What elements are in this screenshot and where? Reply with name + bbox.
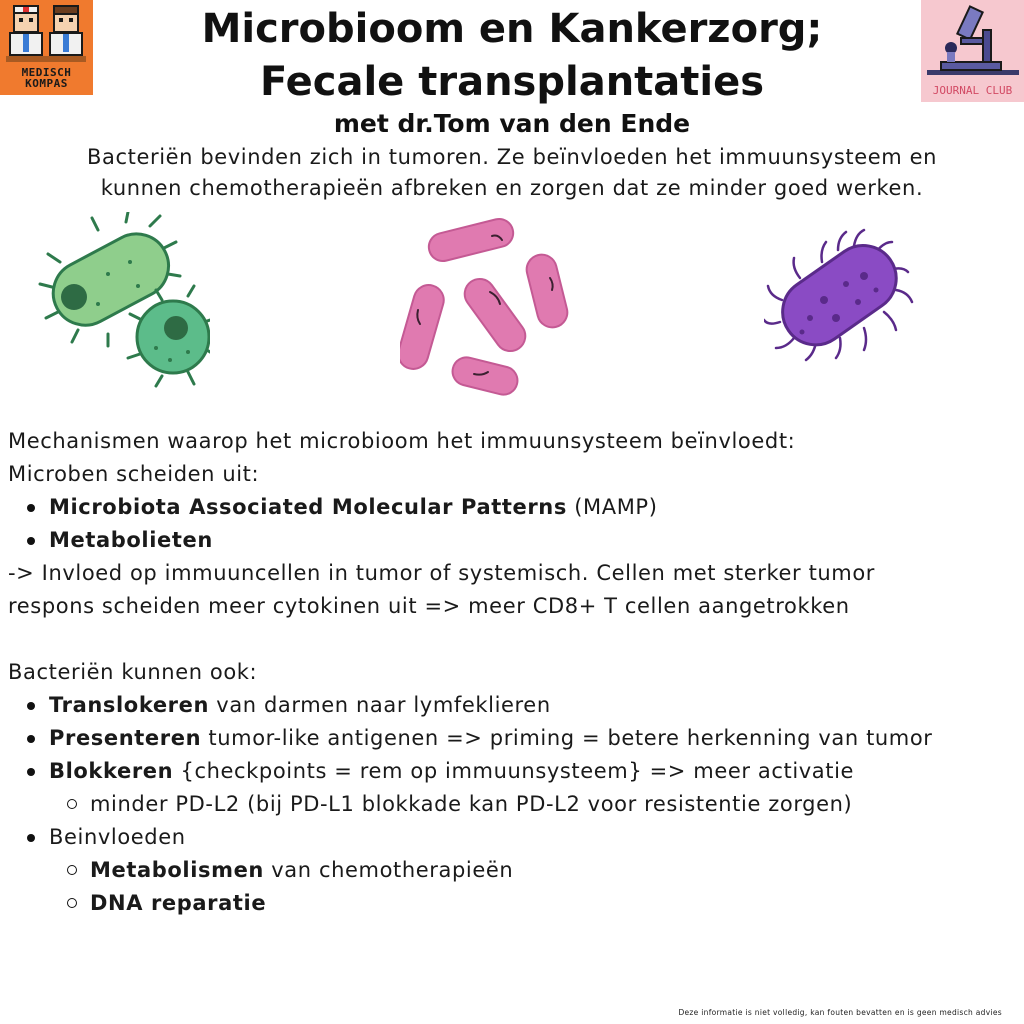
list-item: Blokkeren {checkpoints = rem op immuunsysteem} => meer activatie minder PD-L2 (bij PD-L1 blokkade kan PD-L2 voor resistentie zorgen)	[8, 755, 1014, 821]
page-title-line-2: Fecale transplantaties	[259, 59, 765, 105]
beinvloeden-sublist	[49, 854, 1014, 920]
doctors-icon	[0, 0, 93, 70]
effect-text-line-1: -> Invloed op immuuncellen in tumor of systemisch. Cellen met sterker tumor	[8, 561, 876, 585]
list-item: Metabolismen van chemotherapieën	[49, 854, 1014, 887]
journal-club-logo	[921, 0, 1024, 102]
page-subtitle: met dr.Tom van den Ende	[333, 109, 691, 138]
mechanisms-list	[8, 491, 1014, 557]
intro-text: Bacteriën bevinden zich in tumoren. Ze beïnvloeden het immuunsysteem en kunnen chemotherapieën afbreken en zorgen dat ze minder goed werken.	[86, 145, 937, 200]
blokkeren-sublist	[49, 788, 1014, 821]
effect-text-line-2: respons scheiden meer cytokinen uit => meer CD8+ T cellen aangetrokken	[8, 594, 850, 618]
mechanisms-heading: Mechanismen waarop het microbioom het immuunsysteem beïnvloedt:	[8, 429, 796, 453]
journal-club-logo-text: JOURNAL CLUB	[932, 84, 1013, 97]
medisch-kompas-logo	[0, 0, 93, 95]
green-bacteria-illustration	[38, 212, 210, 390]
page-title-line-1: Microbioom en Kankerzorg;	[201, 6, 823, 52]
medisch-kompas-logo-text: MEDISCH KOMPAS	[21, 66, 72, 90]
list-item: Presenteren tumor-like antigenen => priming = betere herkenning van tumor	[8, 722, 1014, 755]
list-item: Beinvloeden Metabolismen van chemotherapieën DNA reparatie	[8, 821, 1014, 920]
bacteria-can-list	[8, 689, 1014, 920]
pink-rod-bacteria-illustration	[400, 214, 576, 404]
microscope-icon	[921, 0, 1024, 80]
list-item: minder PD-L2 (bij PD-L1 blokkade kan PD-L2 voor resistentie zorgen)	[49, 788, 1014, 821]
list-item: DNA reparatie	[49, 887, 1014, 920]
list-item: Metabolieten	[8, 524, 1014, 557]
bacteria-can-heading: Bacteriën kunnen ook:	[8, 660, 258, 684]
purple-bacterium-illustration	[764, 222, 918, 372]
list-item: Translokeren van darmen naar lymfeklieren	[8, 689, 1014, 722]
list-item: Microbiota Associated Molecular Patterns (MAMP)	[8, 491, 1014, 524]
mechanisms-subheading: Microben scheiden uit:	[8, 462, 260, 486]
main-content	[8, 425, 1014, 920]
disclaimer-text: Deze informatie is niet volledig, kan fouten bevatten en is geen medisch advies	[678, 1008, 1002, 1017]
